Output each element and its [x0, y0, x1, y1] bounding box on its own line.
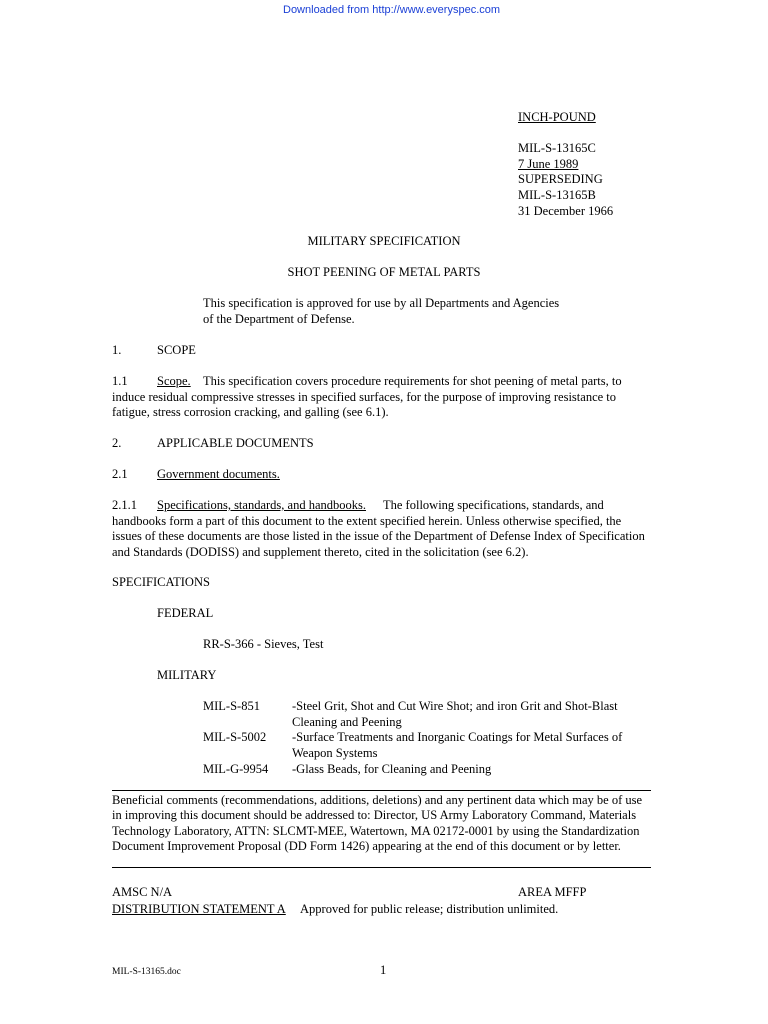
spec-code: MIL-G-9954 — [203, 762, 269, 776]
section-2-1-number: 2.1 — [112, 467, 128, 481]
section-1-1-number: 1.1 — [112, 374, 128, 388]
comments-line-3: Technology Laboratory, ATTN: SLCMT-MEE, Watertown, MA 02172-0001 by using the Standardization — [112, 824, 640, 838]
page-subtitle: SHOT PEENING OF METAL PARTS — [287, 265, 481, 279]
comments-divider-bottom — [112, 867, 651, 868]
scope-text-line-3: fatigue, stress corrosion cracking, and galling (see 6.1). — [112, 405, 389, 419]
scope-text-line-1: This specification covers procedure requirements for shot peening of metal parts, to — [203, 374, 622, 388]
section-1-heading: SCOPE — [157, 343, 196, 357]
spec-code: MIL-S-851 — [203, 699, 260, 713]
section-2-1-heading: Government documents. — [157, 467, 280, 481]
page-title: MILITARY SPECIFICATION — [307, 234, 461, 248]
approval-line-1: This specification is approved for use by all Departments and Agencies — [203, 296, 560, 310]
inch-pound-label: INCH-POUND — [518, 110, 596, 124]
section-2-heading: APPLICABLE DOCUMENTS — [157, 436, 314, 450]
spec-description-cont: Weapon Systems — [292, 746, 378, 760]
distribution-statement-text: Approved for public release; distribution unlimited. — [300, 902, 559, 916]
download-source-link[interactable]: Downloaded from http://www.everyspec.com — [283, 4, 501, 16]
superseding-label: SUPERSEDING — [518, 172, 603, 186]
applicable-docs-line-3: issues of these documents are those listed in the issue of the Department of Defense Index of Specification — [112, 529, 645, 543]
comments-line-2: in improving this document should be addressed to: Director, US Army Laboratory Command, Materials — [112, 808, 637, 822]
military-heading: MILITARY — [157, 668, 217, 682]
federal-heading: FEDERAL — [157, 606, 214, 620]
footer-filename: MIL-S-13165.doc — [112, 967, 181, 977]
scope-text-line-2: induce residual compressive stresses in specified surfaces, for the purpose of improving resistance to — [112, 390, 617, 404]
spec-description: -Glass Beads, for Cleaning and Peening — [292, 762, 492, 776]
specifications-heading: SPECIFICATIONS — [112, 575, 210, 589]
document-number: MIL-S-13165C — [518, 141, 596, 155]
spec-description: -Steel Grit, Shot and Cut Wire Shot; and iron Grit and Shot-Blast — [292, 699, 618, 713]
page-number: 1 — [380, 963, 387, 977]
section-2-1-1-number: 2.1.1 — [112, 498, 137, 512]
applicable-docs-line-4: and Standards (DODISS) and supplement thereto, cited in the solicitation (see 6.2). — [112, 545, 529, 559]
comments-line-4: Document Improvement Proposal (DD Form 1426) appearing at the end of this document or by letter. — [112, 839, 621, 853]
applicable-docs-line-1: The following specifications, standards, and — [383, 498, 604, 512]
spec-code: MIL-S-5002 — [203, 730, 267, 744]
spec-description: -Surface Treatments and Inorganic Coatings for Metal Surfaces of — [292, 730, 623, 744]
amsc-label: AMSC N/A — [112, 885, 173, 899]
superseded-date: 31 December 1966 — [518, 204, 614, 218]
comments-line-1: Beneficial comments (recommendations, additions, deletions) and any pertinent data which may be of use — [112, 793, 643, 807]
section-2-1-1-heading: Specifications, standards, and handbooks. — [157, 498, 366, 512]
section-1-1-heading: Scope. — [157, 374, 191, 388]
distribution-statement-label: DISTRIBUTION STATEMENT A — [112, 902, 286, 916]
section-2-number: 2. — [112, 436, 122, 450]
area-label: AREA MFFP — [518, 885, 587, 899]
comments-divider-top — [112, 790, 651, 791]
approval-line-2: of the Department of Defense. — [203, 312, 355, 326]
federal-item: RR-S-366 - Sieves, Test — [203, 637, 324, 651]
spec-description-cont: Cleaning and Peening — [292, 715, 402, 729]
applicable-docs-line-2: handbooks form a part of this document to the extent specified herein. Unless otherwise specified, the — [112, 514, 622, 528]
document-date: 7 June 1989 — [518, 157, 579, 171]
superseded-number: MIL-S-13165B — [518, 188, 596, 202]
section-1-number: 1. — [112, 343, 122, 357]
